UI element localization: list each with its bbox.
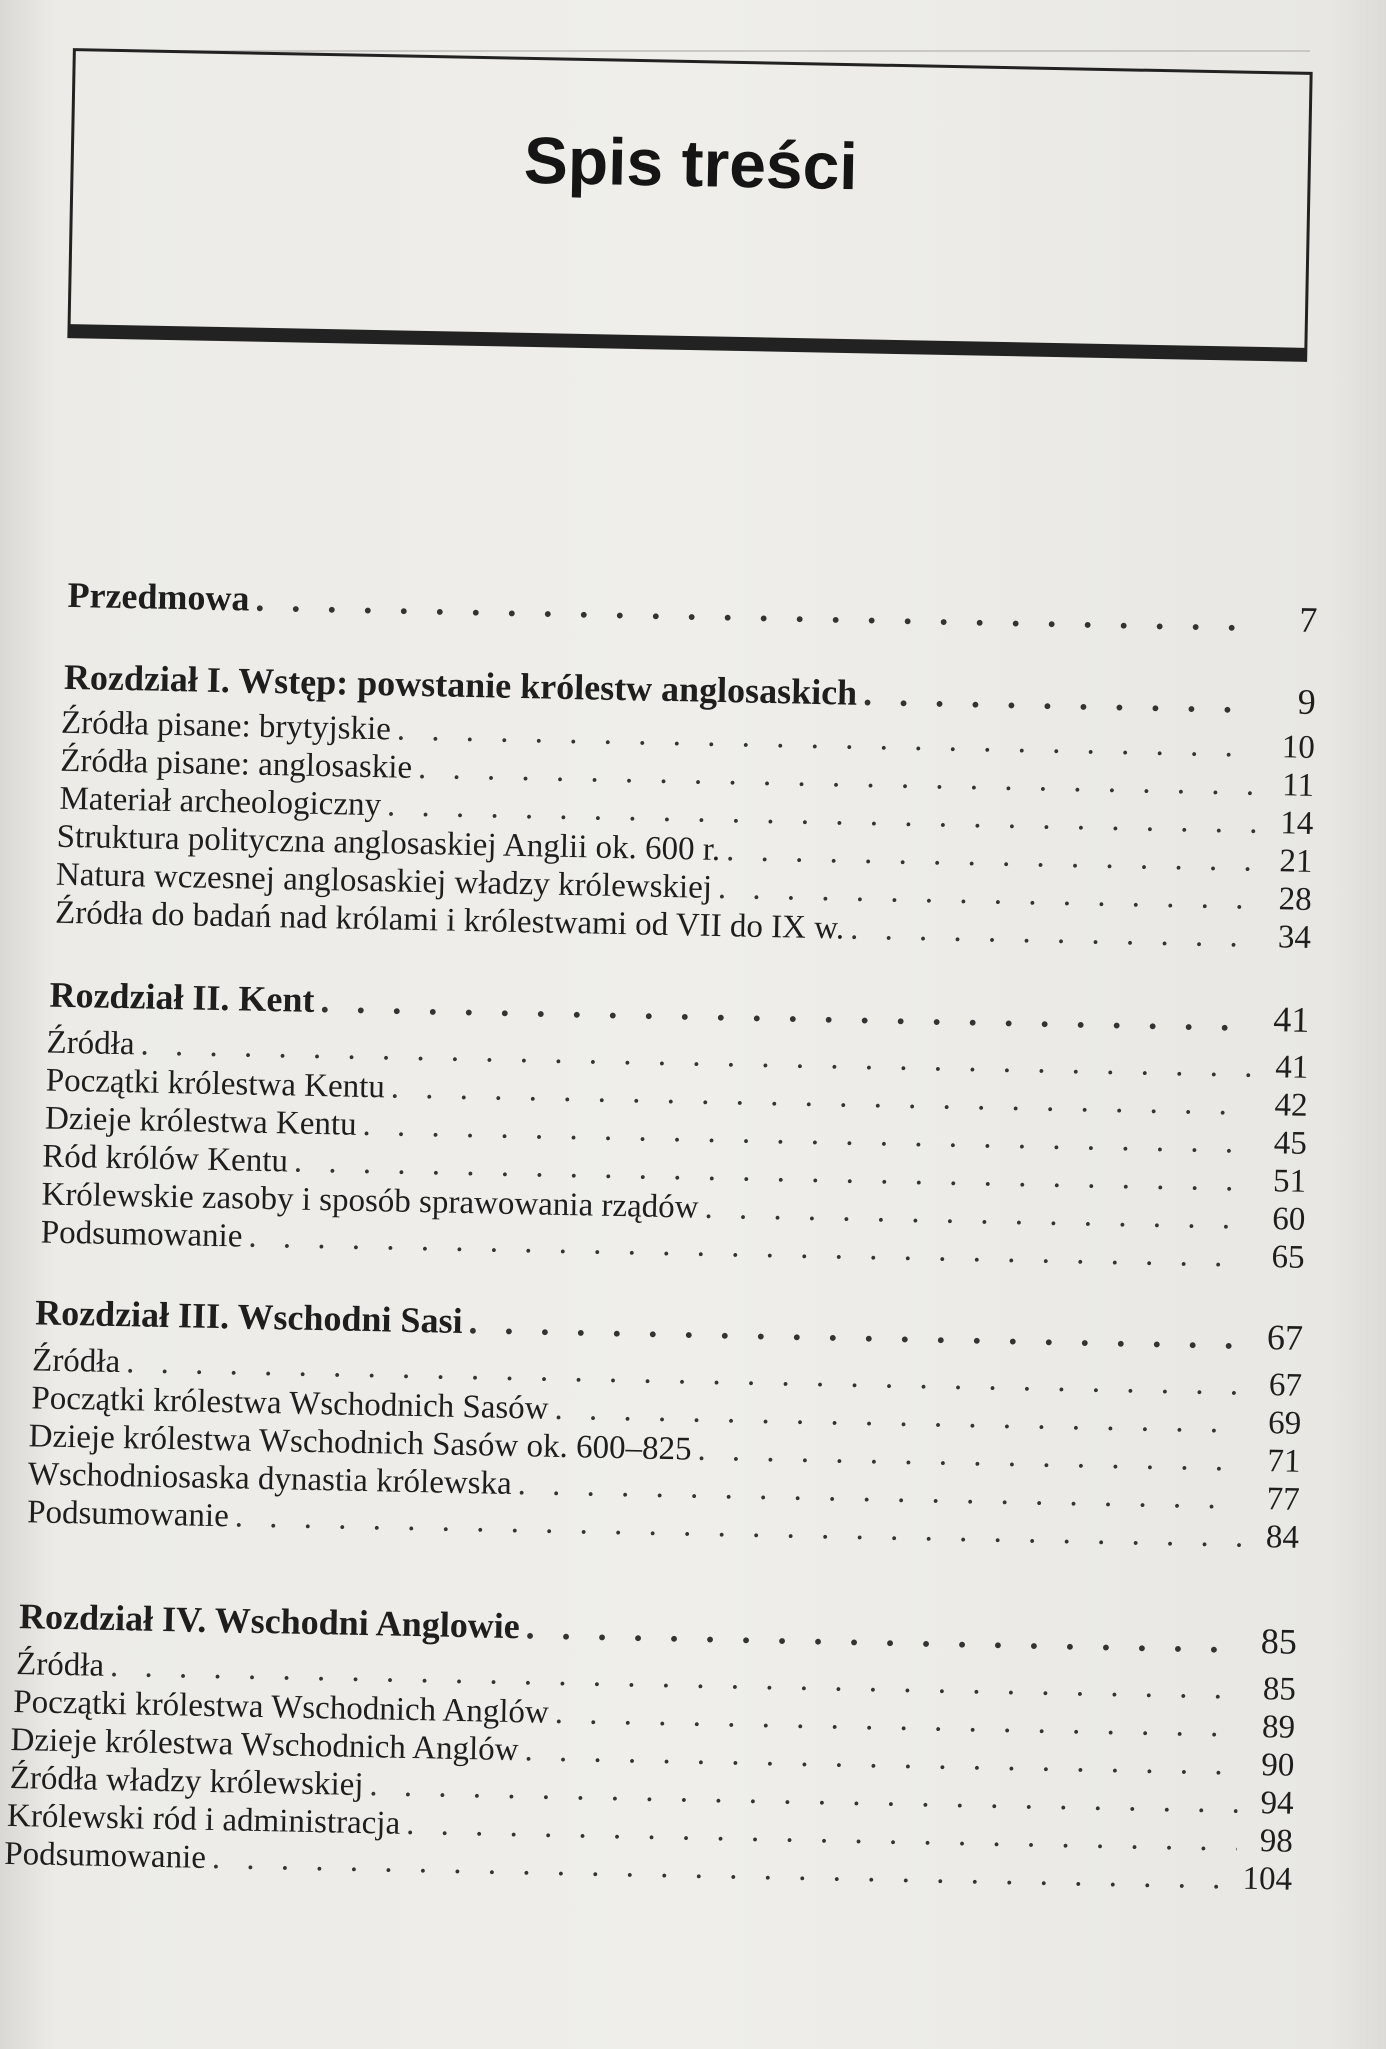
toc-entry-label: Źródła pisane: anglosaskie xyxy=(59,742,413,786)
toc-entry-page: 90 xyxy=(1261,1747,1295,1784)
toc-entry-label: Źródła xyxy=(15,1646,105,1684)
toc-entry-page: 28 xyxy=(1278,881,1313,918)
toc-entry-page: 84 xyxy=(1265,1519,1300,1556)
toc-entry-page: 104 xyxy=(1242,1860,1293,1898)
toc-entry-label: Źródła do badań nad królami i królestwami od VII do IX w. xyxy=(54,894,845,947)
toc-entry-page: 9 xyxy=(1297,681,1317,722)
toc-entry-label: Dzieje królestwa Kentu xyxy=(44,1100,357,1143)
toc-entry-page: 10 xyxy=(1281,729,1316,766)
toc-entry-label: Królewskie zasoby i sposób sprawowania rządów xyxy=(41,1176,699,1226)
toc-entry-page: 85 xyxy=(1262,1671,1297,1708)
toc-entry-label: Dzieje królestwa Wschodnich Sasów ok. 600–825 xyxy=(28,1418,692,1468)
toc-entry-label: Królewski ród i administracja xyxy=(6,1797,401,1842)
toc-entry-page: 85 xyxy=(1260,1621,1298,1662)
toc-entry-page: 7 xyxy=(1298,599,1318,640)
toc-entry-page: 45 xyxy=(1273,1125,1308,1162)
toc-entry-label: Podsumowanie xyxy=(3,1835,207,1876)
page-title: Spis treści xyxy=(523,122,859,204)
toc-entry-label: Dzieje królestwa Wschodnich Anglów xyxy=(10,1721,519,1769)
toc-entry-label: Rozdział IV. Wschodni Anglowie xyxy=(18,1596,521,1647)
toc-entry-label: Rozdział I. Wstęp: powstanie królestw anglosaskich xyxy=(63,656,858,713)
toc-entry-page: 77 xyxy=(1266,1481,1301,1518)
toc-entry-page: 60 xyxy=(1271,1201,1306,1238)
toc-entry-page: 71 xyxy=(1267,1443,1301,1480)
toc-entry-label: Źródła władzy królewskiej xyxy=(9,1759,364,1804)
title-box xyxy=(67,48,1312,362)
toc-entry-page: 51 xyxy=(1272,1163,1307,1200)
toc-entry-label: Przedmowa xyxy=(67,574,250,619)
toc-entry-label: Natura wczesnej anglosaskiej władzy królewskiej xyxy=(55,856,713,906)
toc-entry-page: 94 xyxy=(1260,1785,1294,1822)
toc-entry-label: Materiał archeologiczny xyxy=(59,780,382,824)
toc-entry-page: 41 xyxy=(1272,999,1310,1040)
toc-entry-page: 65 xyxy=(1271,1239,1305,1276)
toc-entry-label: Wschodniosaska dynastia królewska xyxy=(27,1456,513,1502)
toc-entry-page: 67 xyxy=(1266,1317,1304,1358)
toc-entry-label: Źródła pisane: brytyjskie xyxy=(60,704,392,748)
toc-entry-page: 42 xyxy=(1274,1087,1308,1124)
toc-entry-page: 34 xyxy=(1277,919,1312,956)
toc-entry-page: 98 xyxy=(1259,1823,1294,1860)
toc-entry-page: 21 xyxy=(1279,843,1313,880)
toc-entry-label: Struktura polityczna anglosaskiej Anglii ok. 600 r. xyxy=(56,818,721,869)
dot-leader xyxy=(857,674,1260,720)
toc-entry-label: Ród królów Kentu xyxy=(41,1138,289,1180)
toc-entry-label: Źródła xyxy=(31,1342,121,1381)
toc-entry-page: 89 xyxy=(1261,1709,1296,1746)
toc-entry-label: Początki królestwa Wschodnich Sasów xyxy=(31,1380,549,1427)
toc-entry-page: 14 xyxy=(1279,805,1314,842)
toc-entry-page: 11 xyxy=(1281,767,1315,804)
toc-entry-page: 69 xyxy=(1267,1405,1302,1442)
toc-entry-label: Początki królestwa Kentu xyxy=(45,1062,386,1106)
toc-entry-label: Rozdział II. Kent xyxy=(49,974,315,1020)
toc-entry-label: Początki królestwa Wschodnich Anglów xyxy=(13,1684,550,1731)
toc-entry-label: Podsumowanie xyxy=(26,1494,230,1535)
toc-entry-label: Podsumowanie xyxy=(40,1214,243,1255)
toc-entry-page: 67 xyxy=(1268,1367,1303,1404)
toc-entry-label: Rozdział III. Wschodni Sasi xyxy=(34,1292,463,1341)
toc-entry-page: 41 xyxy=(1275,1049,1309,1086)
toc-entry-label: Źródła xyxy=(46,1024,135,1063)
